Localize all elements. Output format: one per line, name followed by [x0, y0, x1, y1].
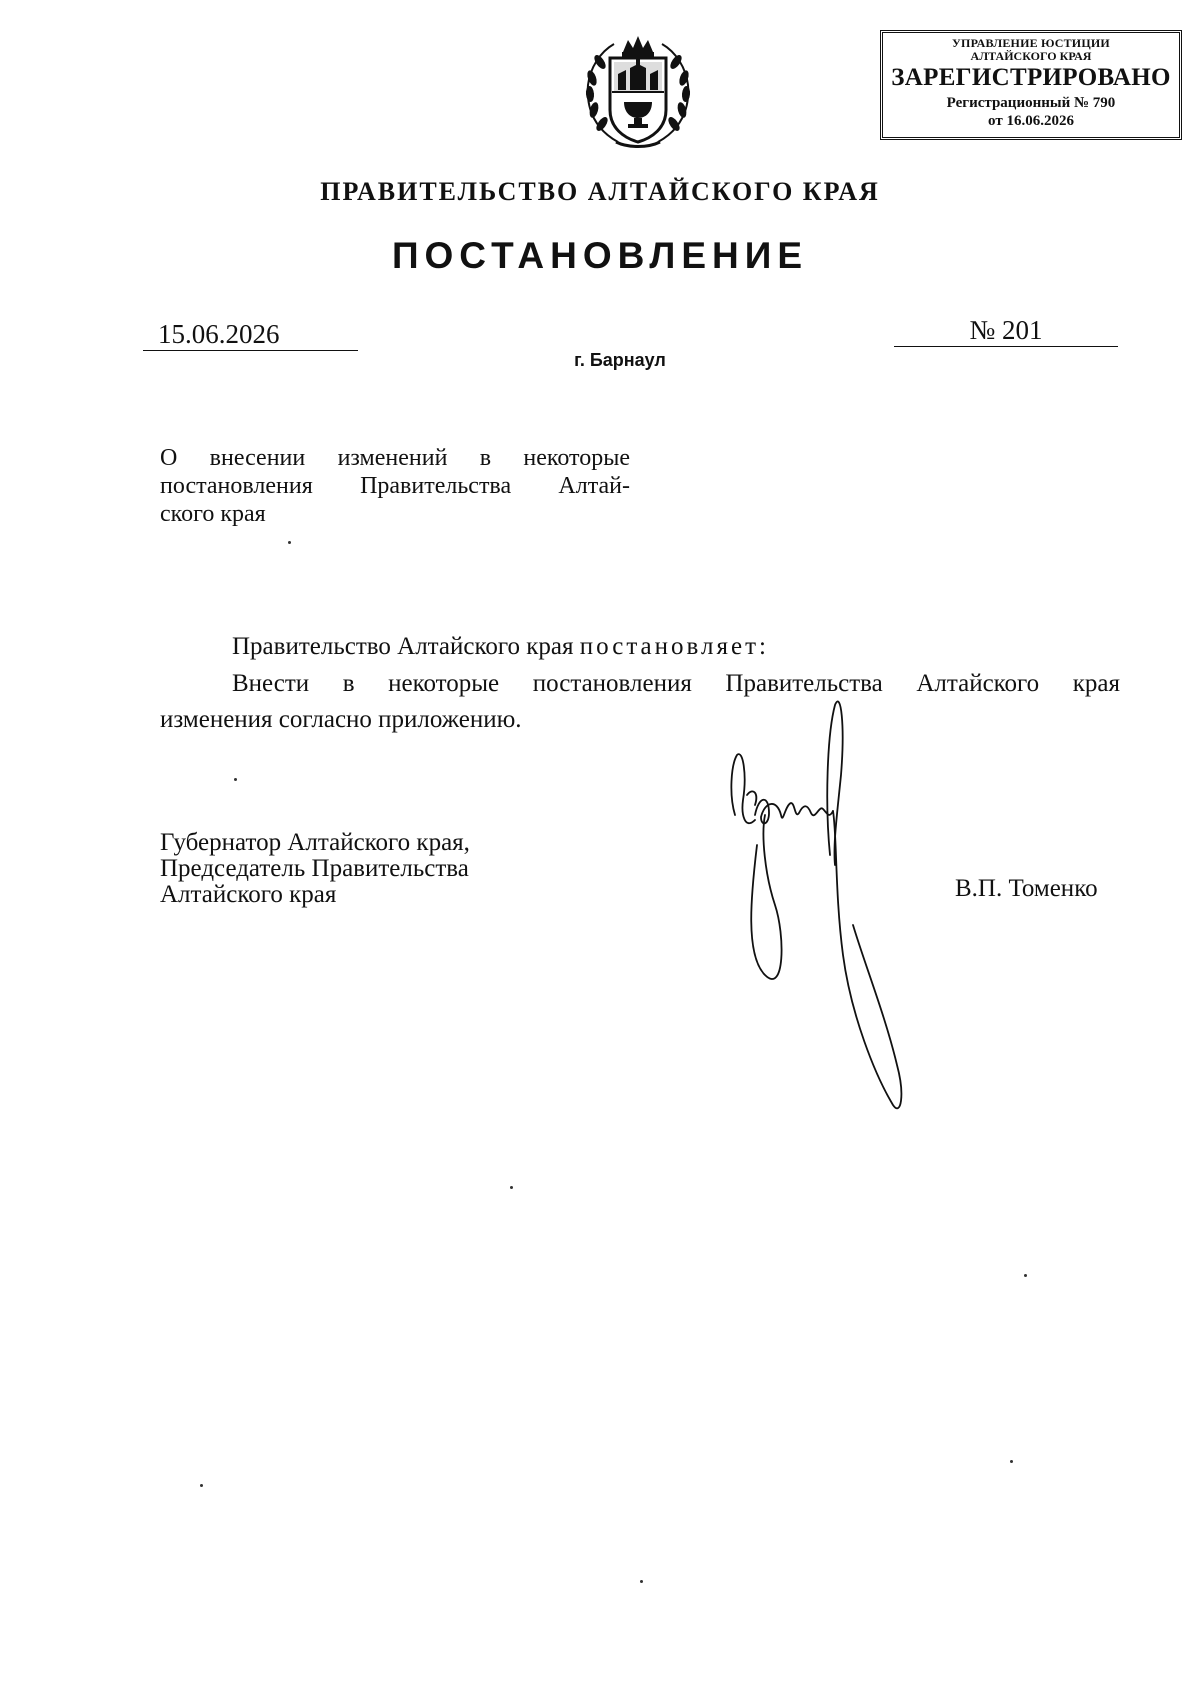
- scan-speck: [1024, 1274, 1027, 1277]
- document-city: г. Барнаул: [574, 350, 666, 370]
- stamp-reg-number: Регистрационный № 790: [946, 95, 1116, 111]
- signatory-name: В.П. Томенко: [955, 875, 1098, 902]
- organization-title: ПРАВИТЕЛЬСТВО АЛТАЙСКОГО КРАЯ: [320, 177, 880, 206]
- document-number: [894, 314, 1118, 347]
- document-type-title: ПОСТАНОВЛЕНИЕ: [391, 235, 809, 276]
- stamp-agency-line1: УПРАВЛЕНИЕ ЮСТИЦИИ: [952, 36, 1110, 50]
- subject-line: ского края: [160, 501, 266, 527]
- body-line: изменения согласно приложению.: [160, 706, 522, 733]
- stamp-agency-line2: АЛТАЙСКОГО КРАЯ: [970, 49, 1092, 63]
- signatory-position: [160, 830, 470, 908]
- resolution-preamble: [232, 632, 769, 662]
- coat-of-arms-icon: [578, 30, 698, 152]
- preamble-verb: постановляет:: [579, 633, 769, 660]
- handwritten-signature-icon: [725, 695, 925, 1155]
- document-date-value: 15.06.2026: [158, 319, 280, 349]
- scan-speck: [288, 541, 291, 544]
- position-line: Председатель Правительства: [160, 855, 469, 882]
- scan-speck: [1010, 1460, 1013, 1463]
- position-line: Алтайского края: [160, 881, 337, 908]
- stamp-reg-date: от 16.06.2026: [988, 113, 1074, 129]
- document-date: [143, 318, 358, 351]
- subject-line: О внесении изменений в некоторые: [160, 445, 630, 471]
- position-line: Губернатор Алтайского края,: [160, 829, 470, 856]
- document-number-value: № 201: [969, 315, 1043, 345]
- body-line: Внести в некоторые постановления Правительства Алтайского края: [232, 670, 1120, 697]
- scan-speck: [234, 778, 237, 781]
- scan-speck: [640, 1580, 643, 1583]
- subject-line: постановления Правительства Алтай-: [160, 473, 630, 499]
- resolution-body: [160, 666, 1120, 738]
- preamble-lead: Правительство Алтайского края: [232, 633, 580, 660]
- scan-speck: [510, 1186, 513, 1189]
- scan-speck: [200, 1484, 203, 1487]
- document-subject: [160, 444, 630, 528]
- registration-stamp: [880, 30, 1182, 140]
- stamp-status: ЗАРЕГИСТРИРОВАНО: [891, 64, 1171, 91]
